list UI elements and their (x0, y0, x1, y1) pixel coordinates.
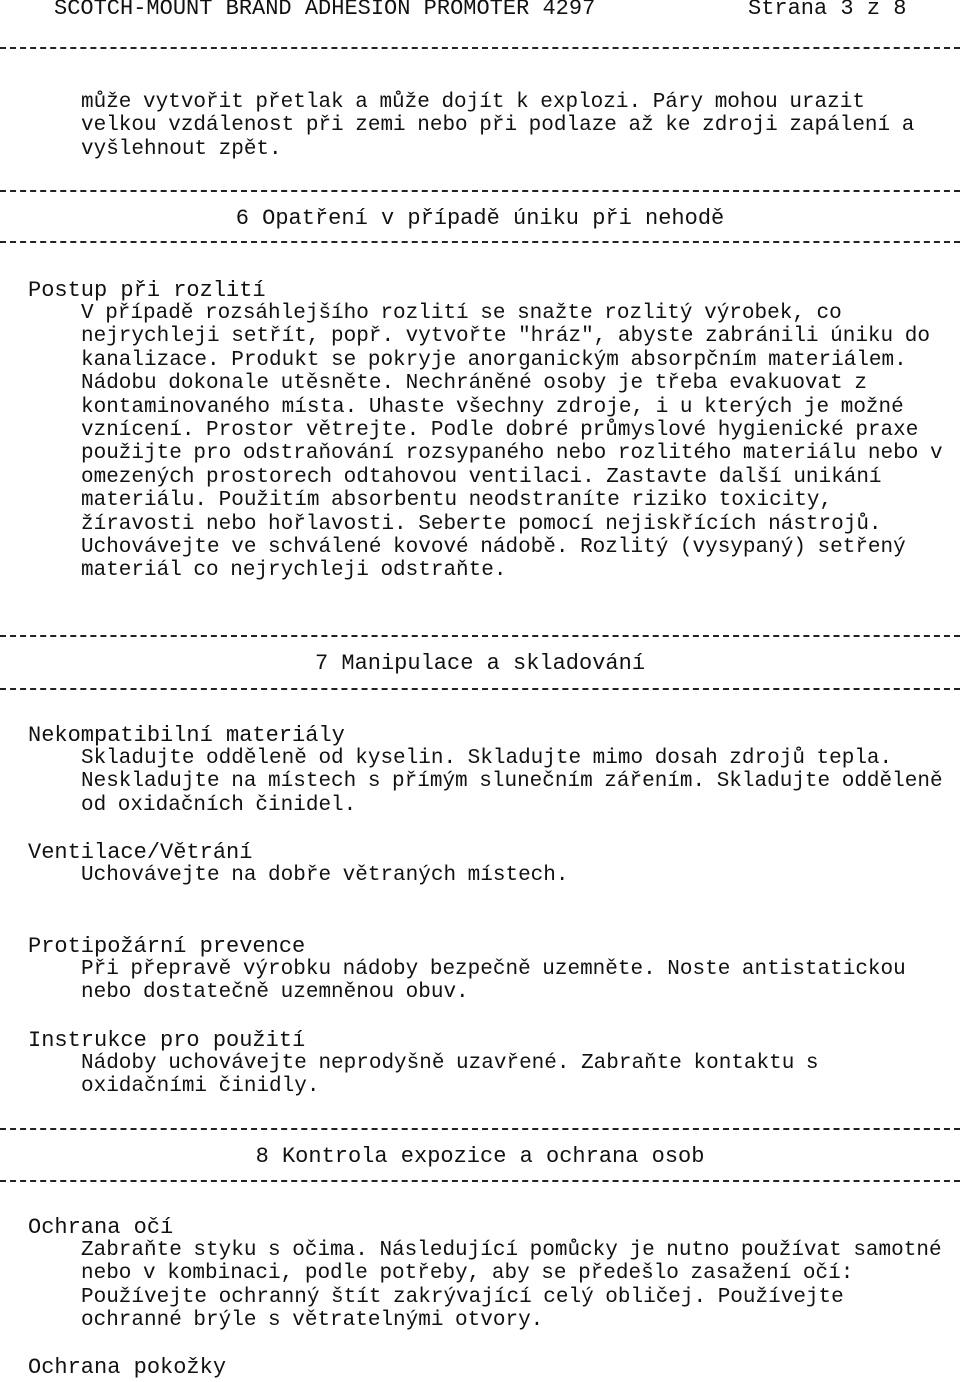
section-6-title: 6 Opatření v případě úniku při nehodě (235, 206, 725, 231)
divider (0, 1128, 960, 1130)
eye-protection-text: Zabraňte styku s očima. Následující pomůcky je nutno používat samotné nebo v kombinaci, podle potřeby, aby se předešlo zasažení očí: Používejte ochranný štít zakrývající celý obličej. Používejte ochranné brýle s větratelnými otvory. (81, 1239, 942, 1333)
fire-prevention-label: Protipožární prevence (28, 934, 306, 959)
spill-procedure-text: V případě rozsáhlejšího rozlití se snažte rozlitý výrobek, co nejrychleji setřít, popř. vytvořte "hráz", abyste zabránili úniku do kanalizace. Produkt se pokryje anorganickým absorpčním materiálem. Nádobu dokonale utěsněte. Nechráněné osoby je třeba evakuovat z kontaminovaného místa. Uhaste všechny zdroje, i u kterých je možné vznícení. Prostor větrejte. Podle dobré průmyslové hygienické praxe použijte pro odstraňování rozsypaného nebo rozlitého materiálu nebo v omezených prostorech odtahovou ventilaci. Zastavte další unikání materiálu. Použitím absorbentu neodstraníte riziko toxicity, žíravosti nebo hořlavosti. Seberte pomocí nejiskřících nástrojů. Uchovávejte ve schválené kovové nádobě. Rozlitý (vysypaný) setřený materiál co nejrychleji odstraňte. (81, 302, 943, 583)
divider (0, 190, 960, 192)
spill-procedure-label: Postup při rozlití (28, 278, 266, 303)
divider (0, 241, 960, 243)
ventilation-text: Uchovávejte na dobře větraných místech. (81, 864, 569, 887)
divider (0, 1180, 960, 1182)
incompatible-materials-label: Nekompatibilní materiály (28, 723, 345, 748)
eye-protection-label: Ochrana očí (28, 1215, 174, 1240)
document-title: SCOTCH-MOUNT BRAND ADHESION PROMOTER 4297 (54, 0, 596, 21)
skin-protection-label: Ochrana pokožky (28, 1355, 227, 1380)
page-number: Strana 3 z 8 (748, 0, 907, 21)
divider (0, 635, 960, 637)
continuation-paragraph: může vytvořit přetlak a může dojít k explozi. Páry mohou urazit velkou vzdálenost při zemi nebo při podlaze až ke zdroji zapálení a vyšlehnout zpět. (81, 91, 915, 161)
section-8-title: 8 Kontrola expozice a ochrana osob (255, 1144, 705, 1169)
fire-prevention-text: Při přepravě výrobku nádoby bezpečně uzemněte. Noste antistatickou nebo dostatečně uzemněnou obuv. (81, 958, 906, 1005)
ventilation-label: Ventilace/Větrání (28, 840, 253, 865)
usage-instructions-label: Instrukce pro použití (28, 1028, 306, 1053)
divider (0, 47, 960, 49)
incompatible-materials-text: Skladujte odděleně od kyselin. Skladujte mimo dosah zdrojů tepla. Neskladujte na místech s přímým slunečním zářením. Skladujte odděleně od oxidačních činidel. (81, 747, 943, 817)
divider (0, 688, 960, 690)
section-7-title: 7 Manipulace a skladování (314, 651, 646, 676)
usage-instructions-text: Nádoby uchovávejte neprodyšně uzavřené. Zabraňte kontaktu s oxidačními činidly. (81, 1052, 819, 1099)
